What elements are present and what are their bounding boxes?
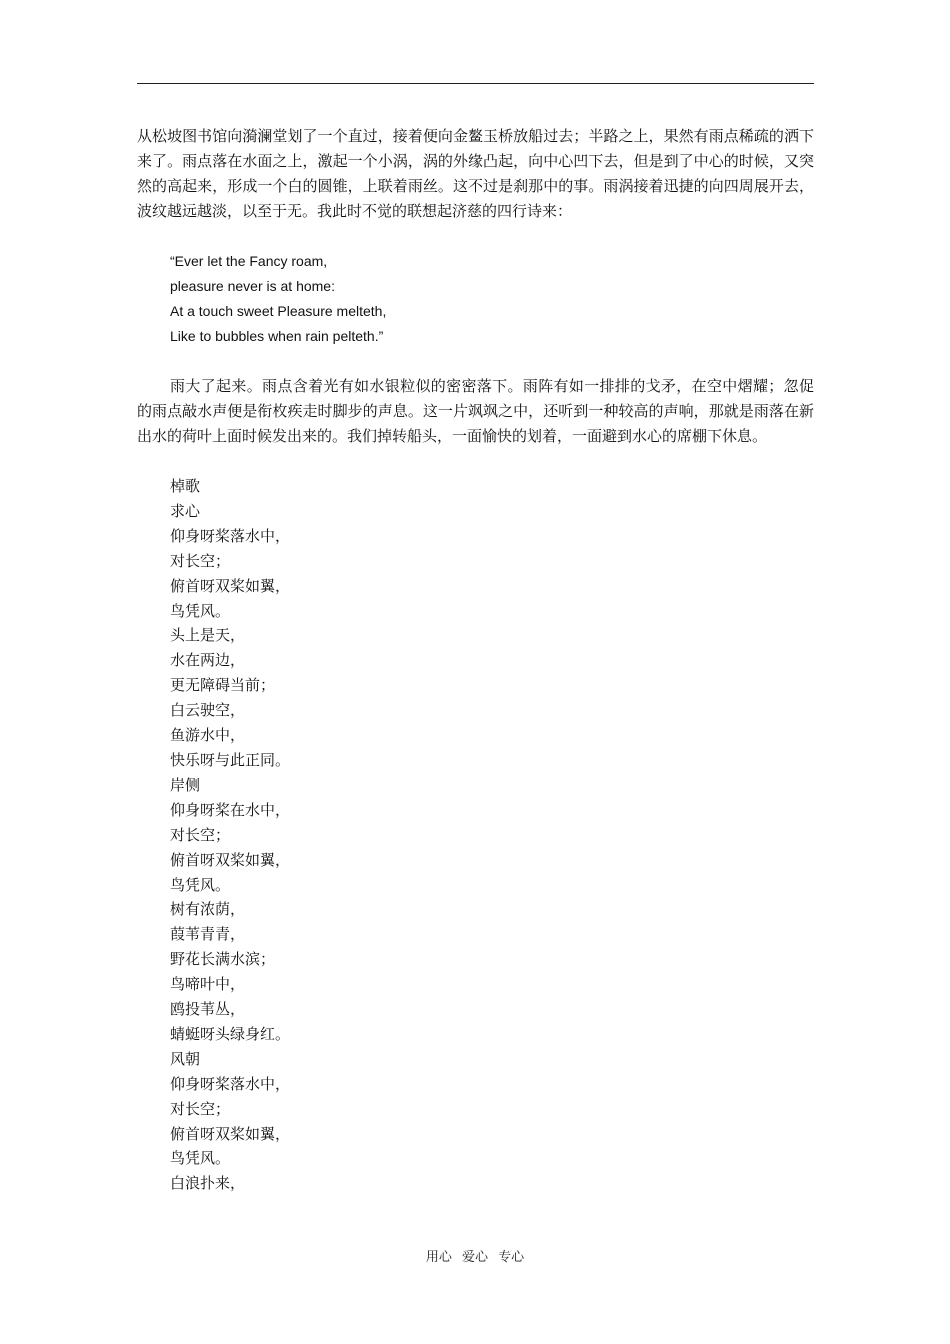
poem-line: 白云驶空， — [170, 701, 246, 720]
poem-line: 俯首呀双桨如翼， — [170, 576, 291, 595]
poem-line: 鸟凭风。 — [170, 601, 231, 620]
paragraph-rain: 雨大了起来。雨点含着光有如水银粒似的密密落下。雨阵有如一排排的戈矛，在空中熠耀；忽促的雨点敲水声便是衔枚疾走时脚步的声息。这一片飒飒之中，还听到一种较高的声响，那就是雨落在新出水的荷叶上面时候发出来的。我们掉转船头，一面愉快的划着，一面避到水心的席棚下休息。 — [137, 377, 814, 445]
poem-line: 求心 — [170, 501, 201, 520]
poem-line: 鸥投苇丛， — [170, 1000, 246, 1019]
poem-line: 仰身呀桨落水中， — [170, 526, 291, 545]
poem-line: 对长空； — [170, 1099, 231, 1118]
poem-line: 水在两边， — [170, 651, 246, 670]
poem-line: 鸟凭风。 — [170, 1149, 231, 1168]
poem-line: 风朝 — [170, 1049, 201, 1068]
poem-line: 俯首呀双桨如翼， — [170, 850, 291, 869]
page-footer: 用心 爱心 专心 — [425, 1250, 525, 1265]
poem-line: 更无障碍当前； — [170, 676, 276, 695]
poem-line: 鱼游水中， — [170, 726, 246, 745]
document-body — [137, 124, 814, 1196]
poem-line: 鸟凭风。 — [170, 875, 231, 894]
quote-line: “Ever let the Fancy roam, — [170, 253, 328, 269]
poem-line: 棹歌 — [170, 477, 201, 495]
quote-line: At a touch sweet Pleasure melteth, — [170, 303, 387, 319]
keats-quote — [137, 249, 814, 349]
poem-line: 仰身呀桨在水中， — [170, 800, 291, 819]
paragraph-intro: 从松坡图书馆向漪澜堂划了一个直过，接着便向金鳌玉桥放船过去；半路之上，果然有雨点稀疏的洒下来了。雨点落在水面之上，激起一个小涡，涡的外缘凸起，向中心凹下去，但是到了中心的时候，又突然的高起来，形成一个白的圆锥，上联着雨丝。这不过是刹那中的事。雨涡接着迅捷的向四周展开去，波纹越远越淡，以至于无。我此时不觉的联想起济慈的四行诗来： — [137, 127, 814, 220]
quote-line: pleasure never is at home: — [170, 278, 335, 294]
quote-line: Like to bubbles when rain pelteth.” — [170, 328, 384, 344]
poem-line: 对长空； — [170, 825, 231, 844]
poem-line: 野花长满水滨； — [170, 950, 276, 969]
poem-line: 葭苇青青， — [170, 925, 246, 944]
poem-line: 对长空； — [170, 551, 231, 570]
poem-line: 头上是天， — [170, 626, 246, 645]
poem-line: 蜻蜓呀头绿身红。 — [170, 1024, 291, 1043]
header-rule — [137, 83, 814, 84]
poem-line: 鸟啼叶中， — [170, 975, 246, 994]
poem-line: 快乐呀与此正同。 — [170, 750, 291, 769]
poem-line: 岸侧 — [170, 775, 201, 794]
poem-line: 白浪扑来， — [170, 1174, 246, 1193]
poem-line: 俯首呀双桨如翼， — [170, 1124, 291, 1143]
poem-line: 仰身呀桨落水中， — [170, 1074, 291, 1093]
poem-block — [137, 474, 814, 1196]
poem-line: 树有浓荫， — [170, 900, 246, 919]
